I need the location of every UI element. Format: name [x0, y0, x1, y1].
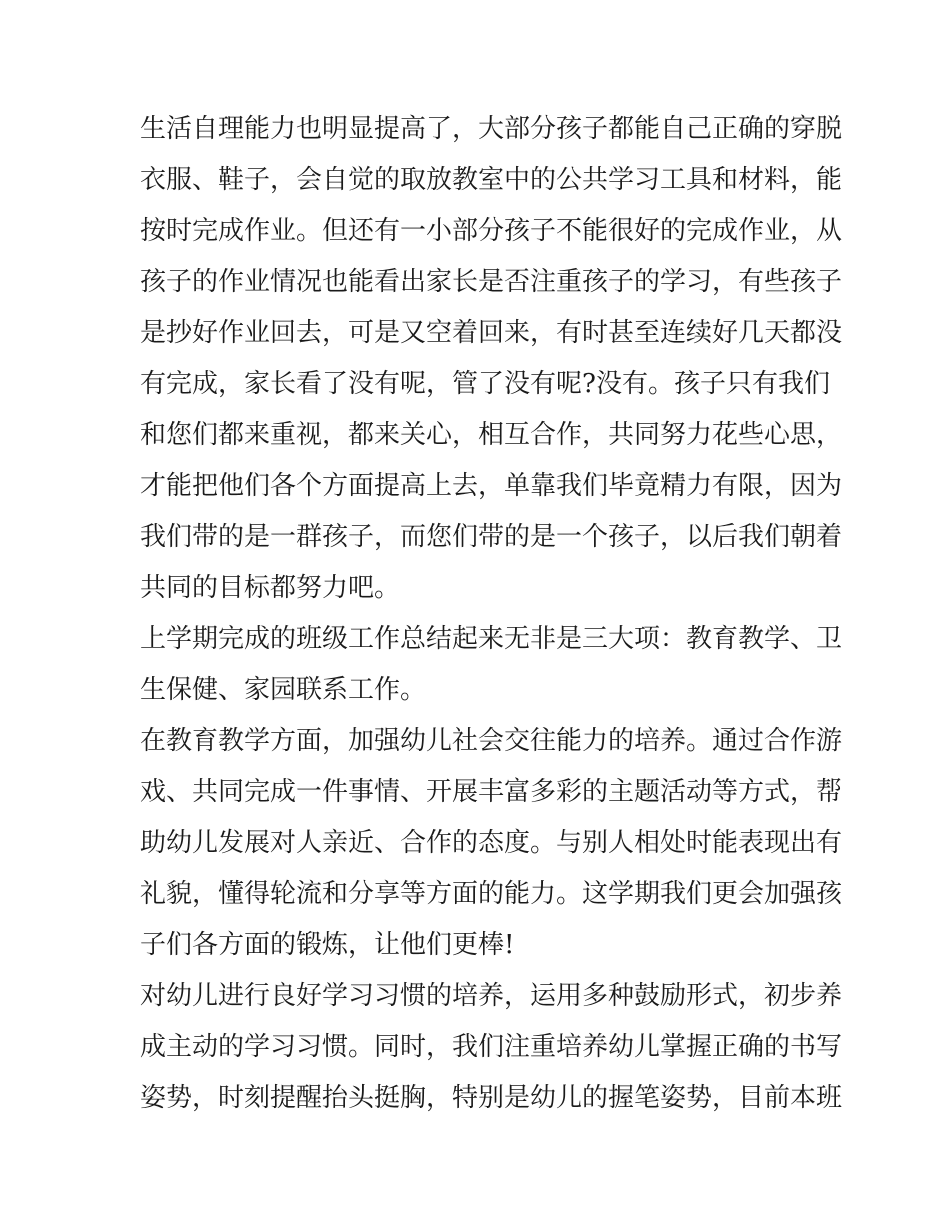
text-line: 衣服、鞋子，会自觉的取放教室中的公共学习工具和材料，能: [140, 165, 843, 195]
paragraph-end-line: 生保健、家园联系工作。: [140, 675, 427, 705]
text-line: 上学期完成的班级工作总结起来无非是三大项：教育教学、卫: [140, 624, 843, 654]
text-line: 姿势，时刻提醒抬头挺胸，特别是幼儿的握笔姿势，目前本班: [140, 1083, 843, 1113]
text-line: 在教育教学方面，加强幼儿社会交往能力的培养。通过合作游: [140, 726, 843, 756]
text-line: 孩子的作业情况也能看出家长是否注重孩子的学习，有些孩子: [140, 267, 843, 297]
document-body: [140, 104, 843, 1124]
text-line: 才能把他们各个方面提高上去，单靠我们毕竟精力有限，因为: [140, 471, 843, 501]
text-line: 成主动的学习习惯。同时，我们注重培养幼儿掌握正确的书写: [140, 1032, 843, 1062]
text-line: 有完成，家长看了没有呢，管了没有呢?没有。孩子只有我们: [140, 369, 830, 399]
text-line: 戏、共同完成一件事情、开展丰富多彩的主题活动等方式，帮: [140, 777, 843, 807]
text-line: 我们带的是一群孩子，而您们带的是一个孩子，以后我们朝着: [140, 522, 843, 552]
paragraph-end-line: 共同的目标都努力吧。: [140, 573, 401, 603]
text-line: 和您们都来重视，都来关心，相互合作，共同努力花些心思，: [140, 420, 843, 450]
text-line: 生活自理能力也明显提高了，大部分孩子都能自己正确的穿脱: [140, 114, 843, 144]
paragraph-end-line: 子们各方面的锻炼，让他们更棒!: [140, 930, 515, 960]
text-line: 对幼儿进行良好学习习惯的培养，运用多种鼓励形式，初步养: [140, 981, 843, 1011]
text-line: 是抄好作业回去，可是又空着回来，有时甚至连续好几天都没: [140, 318, 843, 348]
text-line: 按时完成作业。但还有一小部分孩子不能很好的完成作业，从: [140, 216, 843, 246]
text-line: 助幼儿发展对人亲近、合作的态度。与别人相处时能表现出有: [140, 828, 843, 858]
text-line: 礼貌，懂得轮流和分享等方面的能力。这学期我们更会加强孩: [140, 879, 843, 909]
